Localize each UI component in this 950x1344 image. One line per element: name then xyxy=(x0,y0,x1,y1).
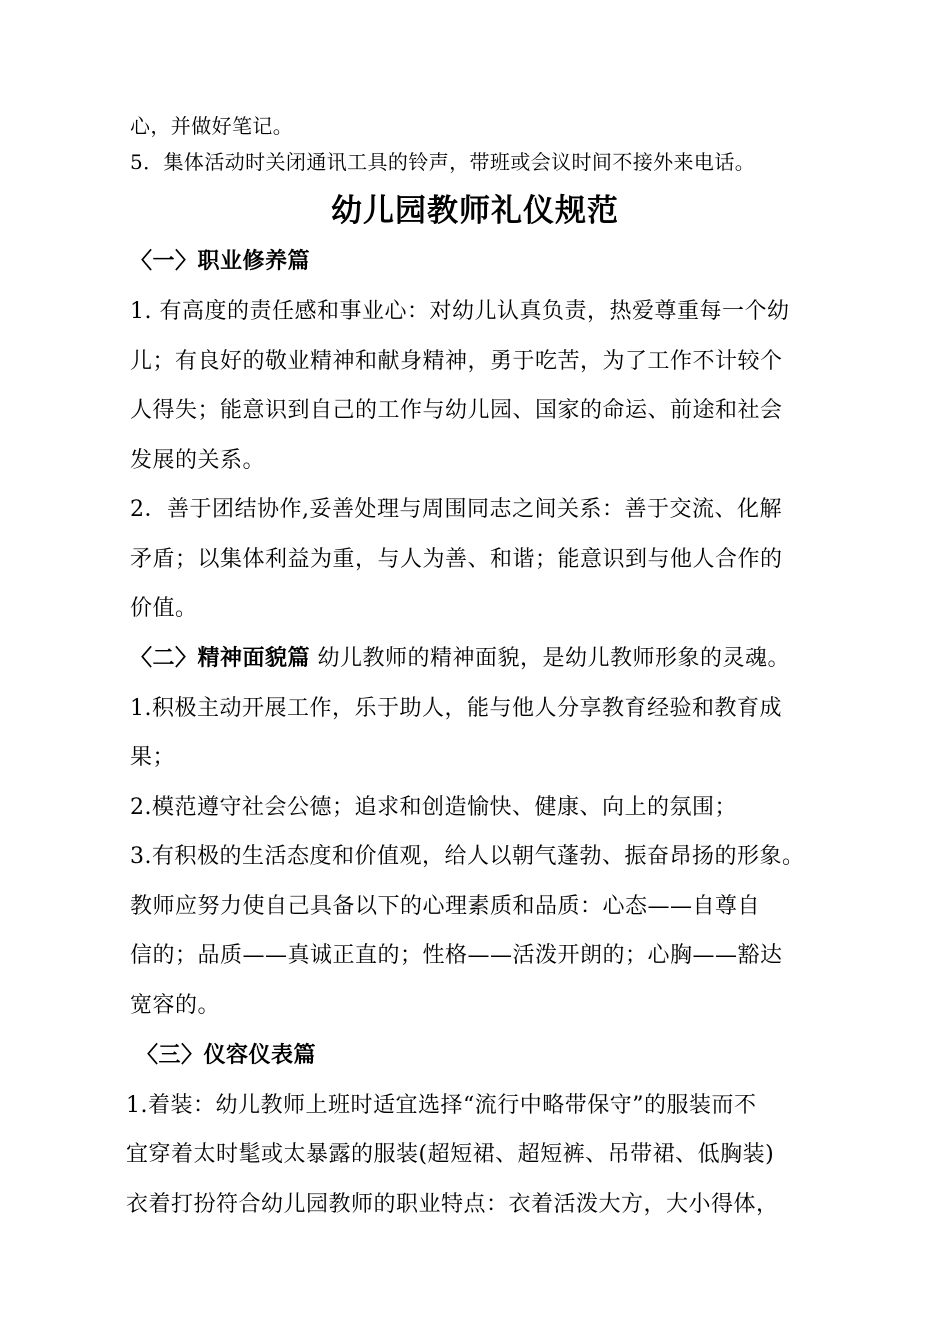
section-1-paragraph-1-line-4: 发展的关系。 xyxy=(130,448,266,473)
intro-line-2: 5．集体活动时关闭通讯工具的铃声，带班或会议时间不接外来电话。 xyxy=(130,150,756,174)
section-2-heading-line xyxy=(130,644,870,674)
section-2-paragraph-3: 3.有积极的生活态度和价值观，给人以朝气蓬勃、振奋昂扬的形象。 xyxy=(130,844,805,869)
section-3-paragraph-1-line-1: 1.着装：幼儿教师上班时适宜选择“流行中略带保守”的服装而不 xyxy=(126,1093,757,1118)
section-1-paragraph-2-line-3: 价值。 xyxy=(130,596,198,621)
document-title: 幼儿园教师礼仪规范 xyxy=(331,193,619,229)
section-1-heading: 〈一〉职业修养篇 xyxy=(130,249,311,274)
intro-line-1: 心，并做好笔记。 xyxy=(130,114,294,138)
section-2-paragraph-2: 2.模范遵守社会公德；追求和创造愉快、健康、向上的氛围； xyxy=(130,795,737,820)
section-2-paragraph-4-line-3: 宽容的。 xyxy=(130,993,221,1018)
section-1-paragraph-1-line-1: 1. 有高度的责任感和事业心：对幼儿认真负责，热爱尊重每一个幼 xyxy=(130,299,790,324)
section-1-paragraph-1-line-2: 儿；有良好的敬业精神和献身精神，勇于吃苦，为了工作不计较个 xyxy=(130,349,783,374)
section-3-paragraph-1-line-2: 宜穿着太时髦或太暴露的服装(超短裙、超短裤、吊带裙、低胸装) xyxy=(126,1142,775,1167)
section-3-heading: 〈三〉仪容仪表篇 xyxy=(136,1043,317,1068)
section-1-paragraph-2-line-1: 2．善于团结协作,妥善处理与周围同志之间关系：善于交流、化解 xyxy=(130,497,782,522)
section-1-paragraph-2-line-2: 矛盾；以集体利益为重，与人为善、和谐；能意识到与他人合作的 xyxy=(130,547,783,572)
section-2-paragraph-1-line-2: 果； xyxy=(130,745,176,770)
section-2-paragraph-4-line-1: 教师应努力使自己具备以下的心理素质和品质：心态——自尊自 xyxy=(130,894,761,919)
section-1-paragraph-1-line-3: 人得失；能意识到自己的工作与幼儿园、国家的命运、前途和社会 xyxy=(130,398,783,423)
section-2-paragraph-4-line-2: 信的；品质——真诚正直的；性格——活泼开朗的；心胸——豁达 xyxy=(130,943,783,968)
section-3-paragraph-1-line-3: 衣着打扮符合幼儿园教师的职业特点：衣着活泼大方，大小得体， xyxy=(126,1192,779,1217)
section-2-heading-text: 幼儿教师的精神面貌，是幼儿教师形象的灵魂。 xyxy=(310,646,791,671)
section-2-paragraph-1-line-1: 1.积极主动开展工作，乐于助人，能与他人分享教育经验和教育成 xyxy=(130,696,782,721)
section-2-heading: 〈二〉精神面貌篇 xyxy=(130,646,311,671)
